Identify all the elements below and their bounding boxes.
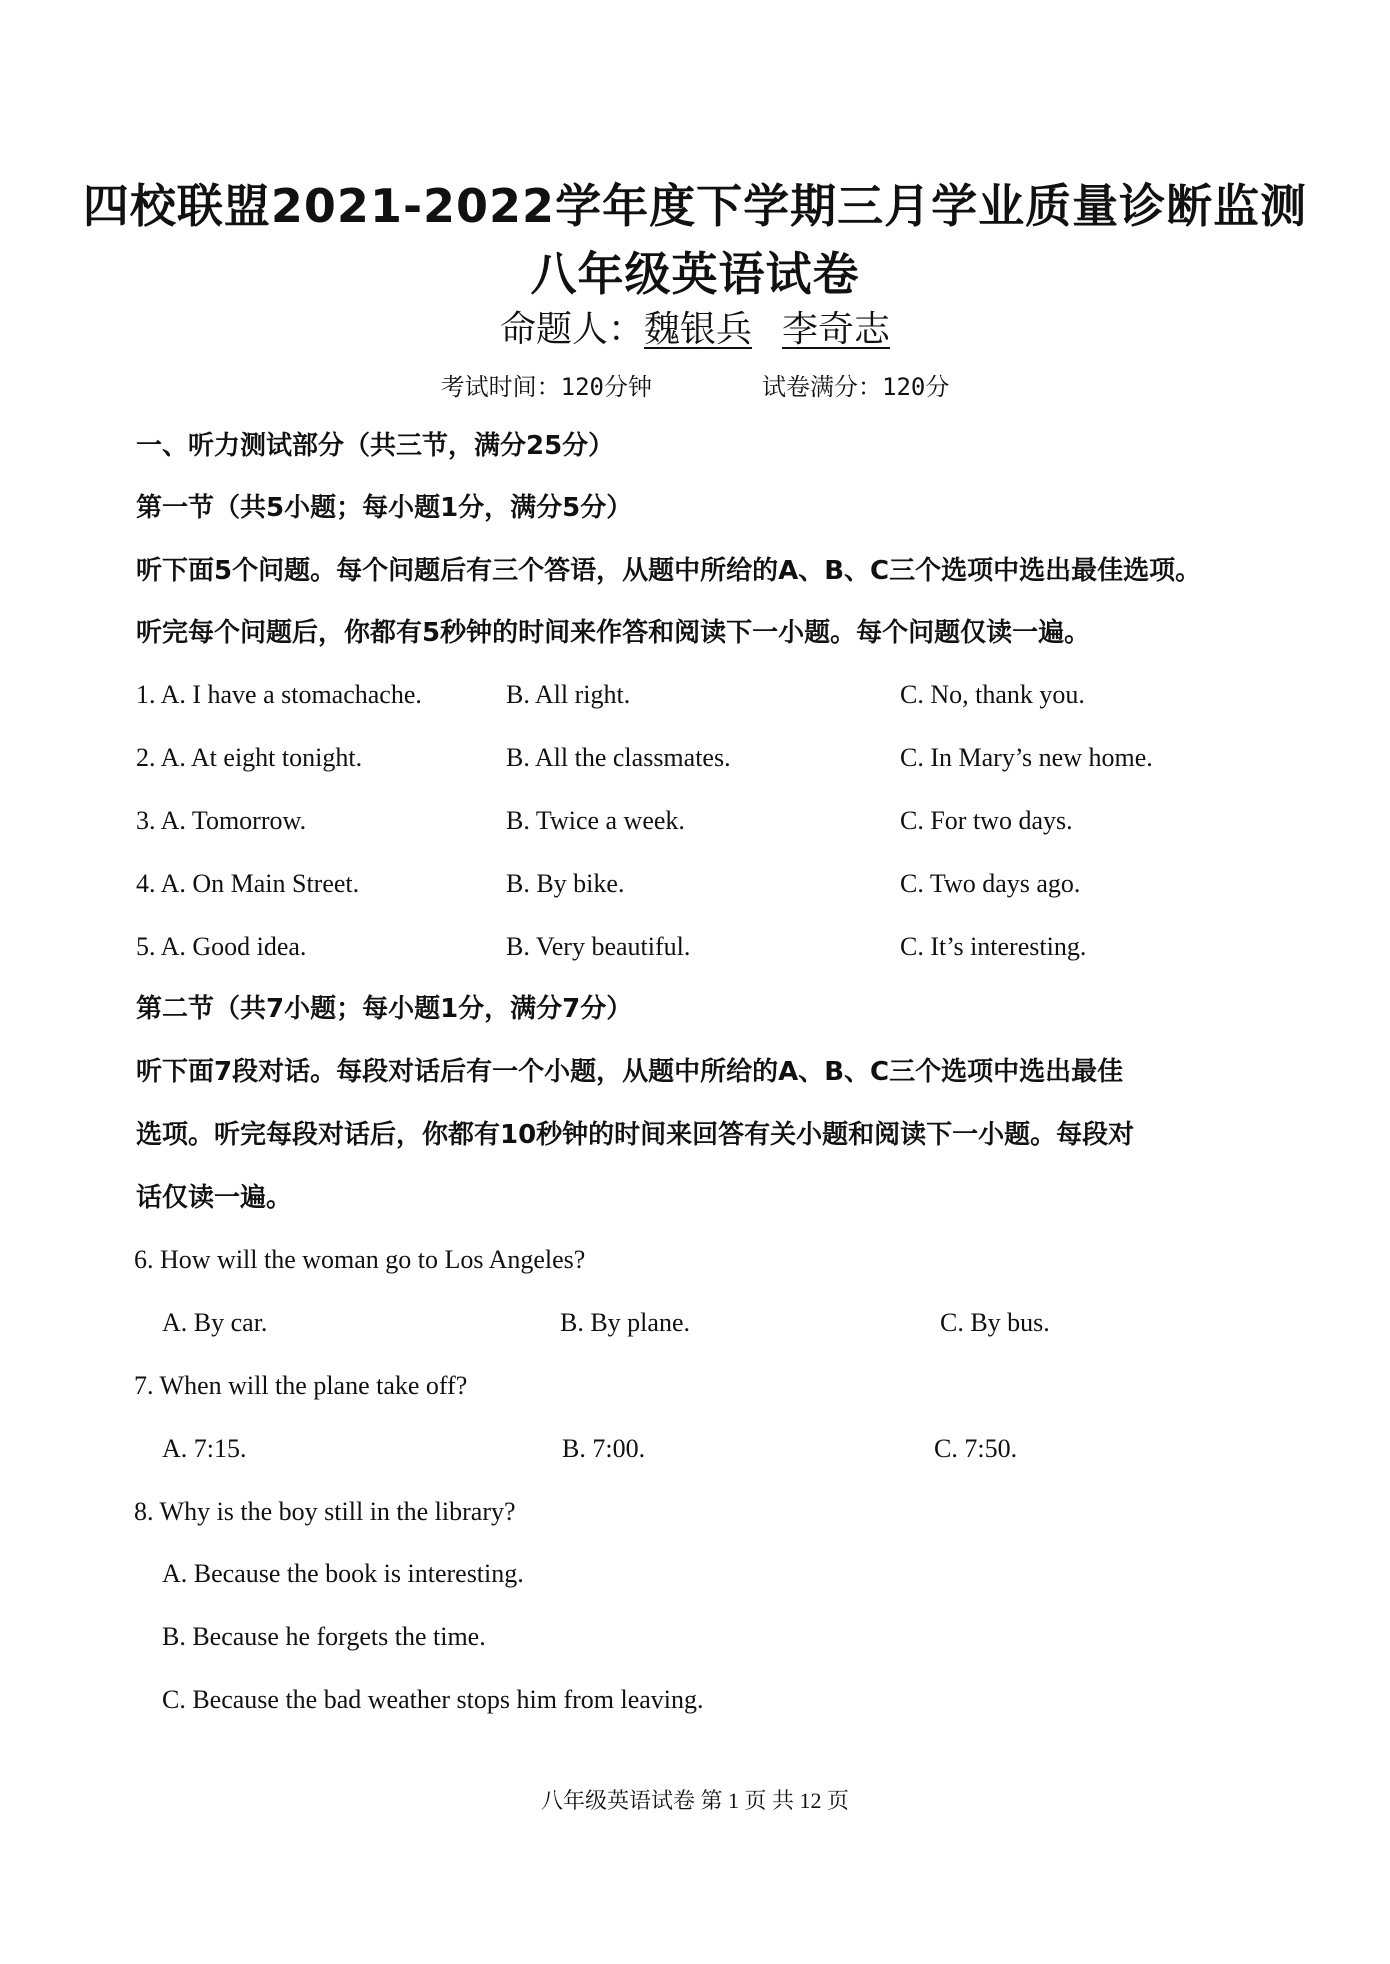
author-name-2: 李奇志	[782, 309, 891, 350]
exam-subtitle: 八年级英语试卷	[530, 247, 860, 301]
option-a: A. Because the book is interesting.	[162, 1559, 524, 1588]
section2-instruction-3: 话仅读一遍。	[136, 1183, 293, 1213]
option-a: 3. A. Tomorrow.	[136, 806, 307, 835]
question-stem: 6. How will the woman go to Los Angeles?	[134, 1245, 586, 1274]
section1-instruction-1: 听下面5个问题。每个问题后有三个答语，从题中所给的A、B、C三个选项中选出最佳选项。	[136, 556, 1202, 586]
question-stem: 7. When will the plane take off?	[134, 1371, 468, 1400]
authors-label: 命题人：	[499, 309, 644, 350]
authors-line	[0, 306, 1390, 354]
option-a: 2. A. At eight tonight.	[136, 743, 363, 772]
section2-heading: 第二节（共7小题；每小题1分，满分7分）	[136, 994, 633, 1024]
option-a: A. 7:15.	[162, 1434, 247, 1463]
option-c: C. For two days.	[900, 806, 1073, 835]
option-b: B. 7:00.	[562, 1434, 646, 1463]
section1-instruction-2: 听完每个问题后，你都有5秒钟的时间来作答和阅读下一小题。每个问题仅读一遍。	[136, 618, 1091, 648]
option-c: C. It’s interesting.	[900, 932, 1087, 961]
part-heading: 一、听力测试部分（共三节，满分25分）	[136, 431, 615, 461]
section2-instruction-1: 听下面7段对话。每段对话后有一个小题，从题中所给的A、B、C三个选项中选出最佳	[136, 1057, 1124, 1087]
option-b: B. All right.	[506, 680, 631, 709]
exam-meta	[0, 370, 1390, 404]
option-c: C. Two days ago.	[900, 869, 1081, 898]
option-c: C. No, thank you.	[900, 680, 1085, 709]
option-c: C. 7:50.	[934, 1434, 1018, 1463]
option-a: 4. A. On Main Street.	[136, 869, 360, 898]
option-a: 5. A. Good idea.	[136, 932, 307, 961]
full-score: 试卷满分：120分	[762, 373, 950, 401]
page-footer: 八年级英语试卷 第 1 页 共 12 页	[540, 1788, 849, 1813]
exam-title: 四校联盟2021-2022学年度下学期三月学业质量诊断监测	[82, 179, 1308, 233]
section2-instruction-2: 选项。听完每段对话后，你都有10秒钟的时间来回答有关小题和阅读下一小题。每段对	[136, 1120, 1135, 1150]
option-b: B. Because he forgets the time.	[162, 1622, 486, 1651]
question-stem: 8. Why is the boy still in the library?	[134, 1497, 516, 1526]
option-c: C. By bus.	[940, 1308, 1050, 1337]
option-c: C. Because the bad weather stops him from leaving.	[162, 1685, 704, 1714]
option-a: A. By car.	[162, 1308, 268, 1337]
exam-time: 考试时间：120分钟	[440, 373, 652, 401]
option-a: 1. A. I have a stomachache.	[136, 680, 422, 709]
option-c: C. In Mary’s new home.	[900, 743, 1153, 772]
author-name-1: 魏银兵	[643, 309, 752, 350]
option-b: B. All the classmates.	[506, 743, 731, 772]
option-b: B. Twice a week.	[506, 806, 685, 835]
section1-heading: 第一节（共5小题；每小题1分，满分5分）	[136, 493, 633, 523]
option-b: B. By bike.	[506, 869, 625, 898]
option-b: B. By plane.	[560, 1308, 690, 1337]
option-b: B. Very beautiful.	[506, 932, 691, 961]
